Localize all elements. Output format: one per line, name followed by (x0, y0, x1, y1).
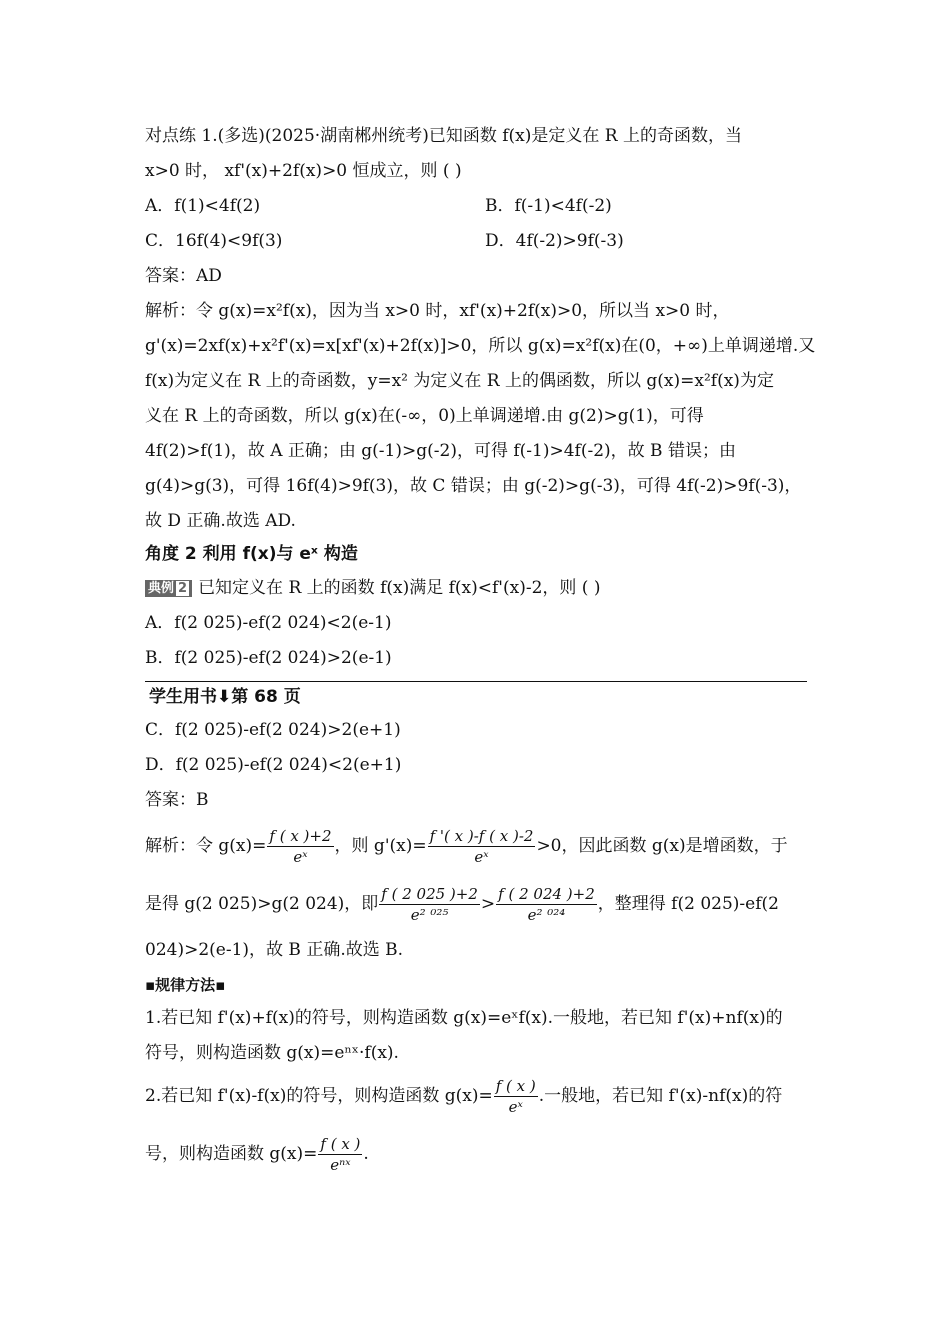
method-1-line-1: 1.若已知 f'(x)+f(x)的符号，则构造函数 g(x)=eˣf(x).一般地，若已知 f'(x)+nf(x)的 (145, 1008, 783, 1028)
solution-2-line-3: 024)>2(e-1)，故 B 正确.故选 B. (145, 940, 404, 960)
exercise-1-line-2: x>0 时， xf'(x)+2f(x)>0 恒成立，则 ( ) (145, 161, 462, 181)
method-2-line-2: 号，则构造函数 g(x)= $\frac{f ( x )}{\text{eⁿˣ}}$ . (145, 1135, 369, 1174)
fraction-g-prime: $\frac{f '( x )-f ( x )-2}{\text{eˣ}}$ (429, 827, 534, 866)
answer-2: 答案：B (145, 790, 209, 810)
solution-1-line-5: 4f(2)>f(1)，故 A 正确；由 g(-1)>g(-2)，可得 f(-1)>4f(-2)，故 B 错误；由 (145, 441, 736, 461)
solution-1-line-6: g(4)>g(3)，可得 16f(4)>9f(3)，故 C 错误；由 g(-2)>g(-3)，可得 4f(-2)>9f(-3)， (145, 476, 802, 496)
example-2-option-d: D．f(2 025)-ef(2 024)<2(e+1) (145, 755, 402, 775)
solution-1-line-7: 故 D 正确.故选 AD. (145, 511, 296, 531)
solution-1-line-4: 义在 R 上的奇函数，所以 g(x)在(-∞，0)上单调递增.由 g(2)>g(1)，可得 (145, 406, 704, 426)
fraction-fx-over-enx: $\frac{f ( x )}{\text{eⁿˣ}}$ (320, 1135, 361, 1174)
fraction-g: $\frac{f ( x )+2}{\text{eˣ}}$ (269, 827, 332, 866)
solution-2-line-2: 是得 g(2 025)>g(2 024)，即 $\frac{f ( 2 025 )+2}{\text{e² ⁰²⁵}}$ > $\frac{f ( 2 024 )+2}{\text{e² ⁰²⁴}}$ ，整理得 f(2 025)-ef(2 (145, 885, 779, 924)
example-tag: 典例 2 (145, 580, 192, 597)
fraction-g-2024: $\frac{f ( 2 024 )+2}{\text{e² ⁰²⁴}}$ (498, 885, 595, 924)
example-2-question: 典例 2 已知定义在 R 上的函数 f(x)满足 f(x)<f'(x)-2，则 ( ) (145, 576, 600, 600)
page-reference: 学生用书⬇第 68 页 (149, 687, 301, 707)
page-divider (145, 681, 807, 682)
option-d: D．4f(-2)>9f(-3) (485, 231, 624, 251)
option-b: B．f(-1)<4f(-2) (485, 196, 612, 216)
solution-2-line-1: 解析：令 g(x)= $\frac{f ( x )+2}{\text{eˣ}}$ ，则 g'(x)= $\frac{f '( x )-f ( x )-2}{\text{eˣ}}$ >0，因此函数 g(x)是增函数，于 (145, 827, 788, 866)
method-1-line-2: 符号，则构造函数 g(x)=eⁿˣ·f(x). (145, 1043, 399, 1063)
method-heading: ▪规律方法▪ (145, 976, 226, 994)
option-a: A．f(1)<4f(2) (145, 196, 261, 216)
fraction-fx-over-ex: $\frac{f ( x )}{\text{eˣ}}$ (495, 1077, 536, 1116)
answer-1: 答案：AD (145, 266, 222, 286)
solution-1-line-1: 解析：令 g(x)=x²f(x)，因为当 x>0 时，xf'(x)+2f(x)>0，所以当 x>0 时， (145, 301, 730, 321)
fraction-g-2025: $\frac{f ( 2 025 )+2}{\text{e² ⁰²⁵}}$ (381, 885, 478, 924)
method-2-line-1: 2.若已知 f'(x)-f(x)的符号，则构造函数 g(x)= $\frac{f ( x )}{\text{eˣ}}$ .一般地，若已知 f'(x)-nf(x)的符 (145, 1077, 783, 1116)
solution-1-line-2: g'(x)=2xf(x)+x²f'(x)=x[xf'(x)+2f(x)]>0，所以 g(x)=x²f(x)在(0，+∞)上单调递增.又 (145, 336, 816, 356)
example-2-option-b: B．f(2 025)-ef(2 024)>2(e-1) (145, 648, 392, 668)
solution-1-line-3: f(x)为定义在 R 上的奇函数，y=x² 为定义在 R 上的偶函数，所以 g(x)=x²f(x)为定 (145, 371, 774, 391)
option-c: C．16f(4)<9f(3) (145, 231, 283, 251)
example-2-option-c: C．f(2 025)-ef(2 024)>2(e+1) (145, 720, 401, 740)
exercise-1-line-1: 对点练 1.(多选)(2025·湖南郴州统考)已知函数 f(x)是定义在 R 上的奇函数，当 (145, 126, 742, 146)
example-2-option-a: A．f(2 025)-ef(2 024)<2(e-1) (145, 613, 392, 633)
section-heading-angle-2: 角度 2 利用 f(x)与 eˣ 构造 (145, 544, 358, 564)
